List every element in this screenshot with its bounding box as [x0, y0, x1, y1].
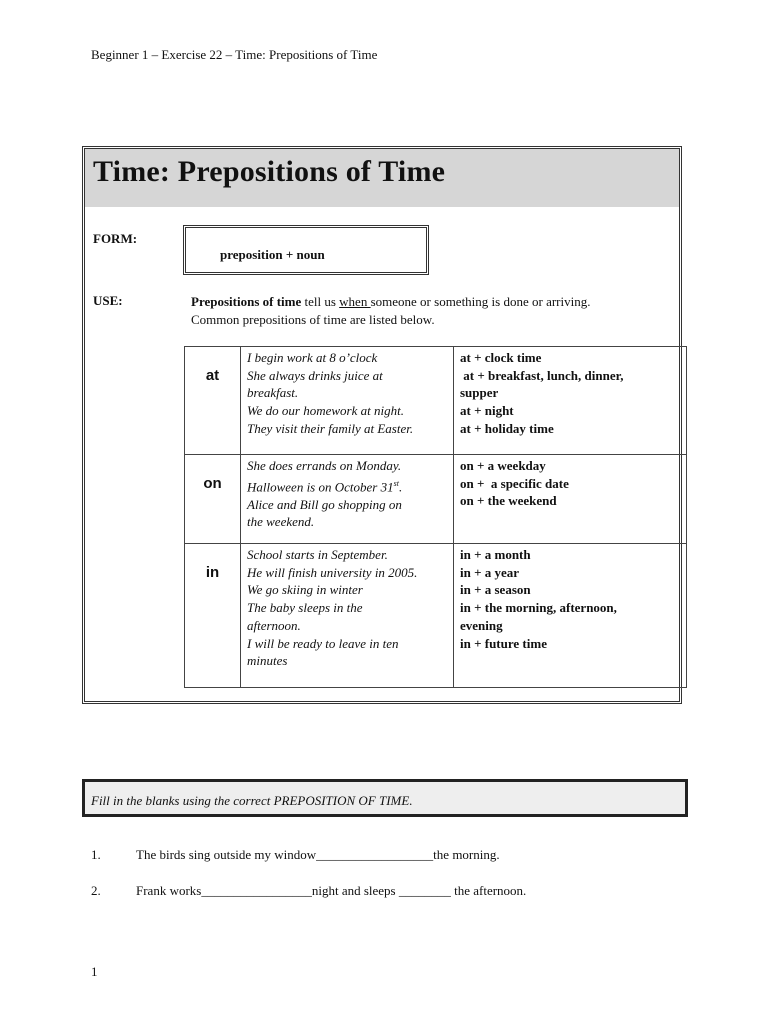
example-line: afternoon. — [247, 617, 301, 633]
examples-cell — [241, 544, 454, 688]
question-text: Frank works_________________night and sleeps ________ the afternoon. — [136, 883, 527, 898]
rule-line: at + night — [460, 403, 514, 419]
example-line: I begin work at 8 o’clock — [247, 350, 378, 365]
use-bold-lead: Prepositions of time — [191, 294, 302, 309]
example-line — [247, 475, 447, 496]
rule-line: supper — [460, 385, 499, 401]
superscript: st — [393, 478, 399, 488]
rules-cell — [454, 544, 687, 688]
example-line: We go skiing in winter — [247, 582, 363, 598]
form-formula: preposition + noun — [220, 247, 325, 262]
example-line: minutes — [247, 653, 288, 669]
page-title: Time: Prepositions of Time — [93, 155, 446, 188]
example-line: breakfast. — [247, 385, 299, 401]
example-text: Halloween is on October 31 — [247, 479, 394, 495]
rule-line: on + a weekday — [460, 458, 546, 473]
instruction-text: Fill in the blanks using the correct PREPOSITION OF TIME. — [91, 793, 413, 808]
rule-line: at + breakfast, lunch, dinner, — [460, 367, 624, 383]
question-text: The birds sing outside my window__________________the morning. — [136, 847, 500, 862]
rule-line: on + the weekend — [460, 493, 557, 509]
prepositions-table — [184, 346, 687, 688]
form-formula-box — [183, 225, 429, 275]
example-line: School starts in September. — [247, 547, 388, 562]
use-text-1: tell us — [301, 294, 340, 309]
example-punctuation: . — [398, 479, 403, 495]
examples-cell — [241, 455, 454, 544]
form-label: FORM: — [93, 231, 138, 246]
examples-cell — [241, 347, 454, 455]
rule-line: on + a specific date — [460, 475, 569, 491]
use-label: USE: — [93, 293, 123, 308]
rule-line: at + clock time — [460, 350, 542, 365]
rule-line: in + a season — [460, 582, 531, 598]
rule-line: in + a month — [460, 547, 531, 562]
preposition-cell: at — [185, 347, 241, 455]
example-line: We do our homework at night. — [247, 403, 404, 419]
table-row — [185, 455, 687, 544]
rule-line: in + a year — [460, 564, 520, 580]
example-line: the weekend. — [247, 514, 315, 530]
question-number: 2. — [91, 883, 101, 898]
use-description — [191, 293, 671, 329]
title-band — [85, 149, 679, 207]
use-line-2: Common prepositions of time are listed below. — [191, 312, 435, 327]
use-text-2: someone or something is done or arriving. — [370, 294, 591, 309]
rule-line: evening — [460, 617, 503, 633]
use-underlined-word: when — [339, 294, 371, 309]
rule-line: in + the morning, afternoon, — [460, 600, 617, 616]
preposition-cell: in — [185, 544, 241, 688]
example-line: The baby sleeps in the — [247, 600, 363, 616]
preposition-cell: on — [185, 455, 241, 544]
example-line: Alice and Bill go shopping on — [247, 496, 402, 512]
instruction-box — [82, 779, 688, 817]
example-line: I will be ready to leave in ten — [247, 635, 399, 651]
page-number: 1 — [91, 964, 98, 979]
question-number: 1. — [91, 847, 101, 862]
running-header: Beginner 1 – Exercise 22 – Time: Prepositions of Time — [91, 47, 378, 62]
table-row — [185, 347, 687, 455]
rule-line: in + future time — [460, 635, 547, 651]
grammar-box — [82, 146, 682, 704]
rules-cell — [454, 347, 687, 455]
example-line: He will finish university in 2005. — [247, 564, 418, 580]
example-line: She always drinks juice at — [247, 367, 383, 383]
rule-line: at + holiday time — [460, 420, 554, 436]
rules-cell — [454, 455, 687, 544]
table-row — [185, 544, 687, 688]
example-line: They visit their family at Easter. — [247, 420, 414, 436]
example-line: She does errands on Monday. — [247, 458, 402, 473]
